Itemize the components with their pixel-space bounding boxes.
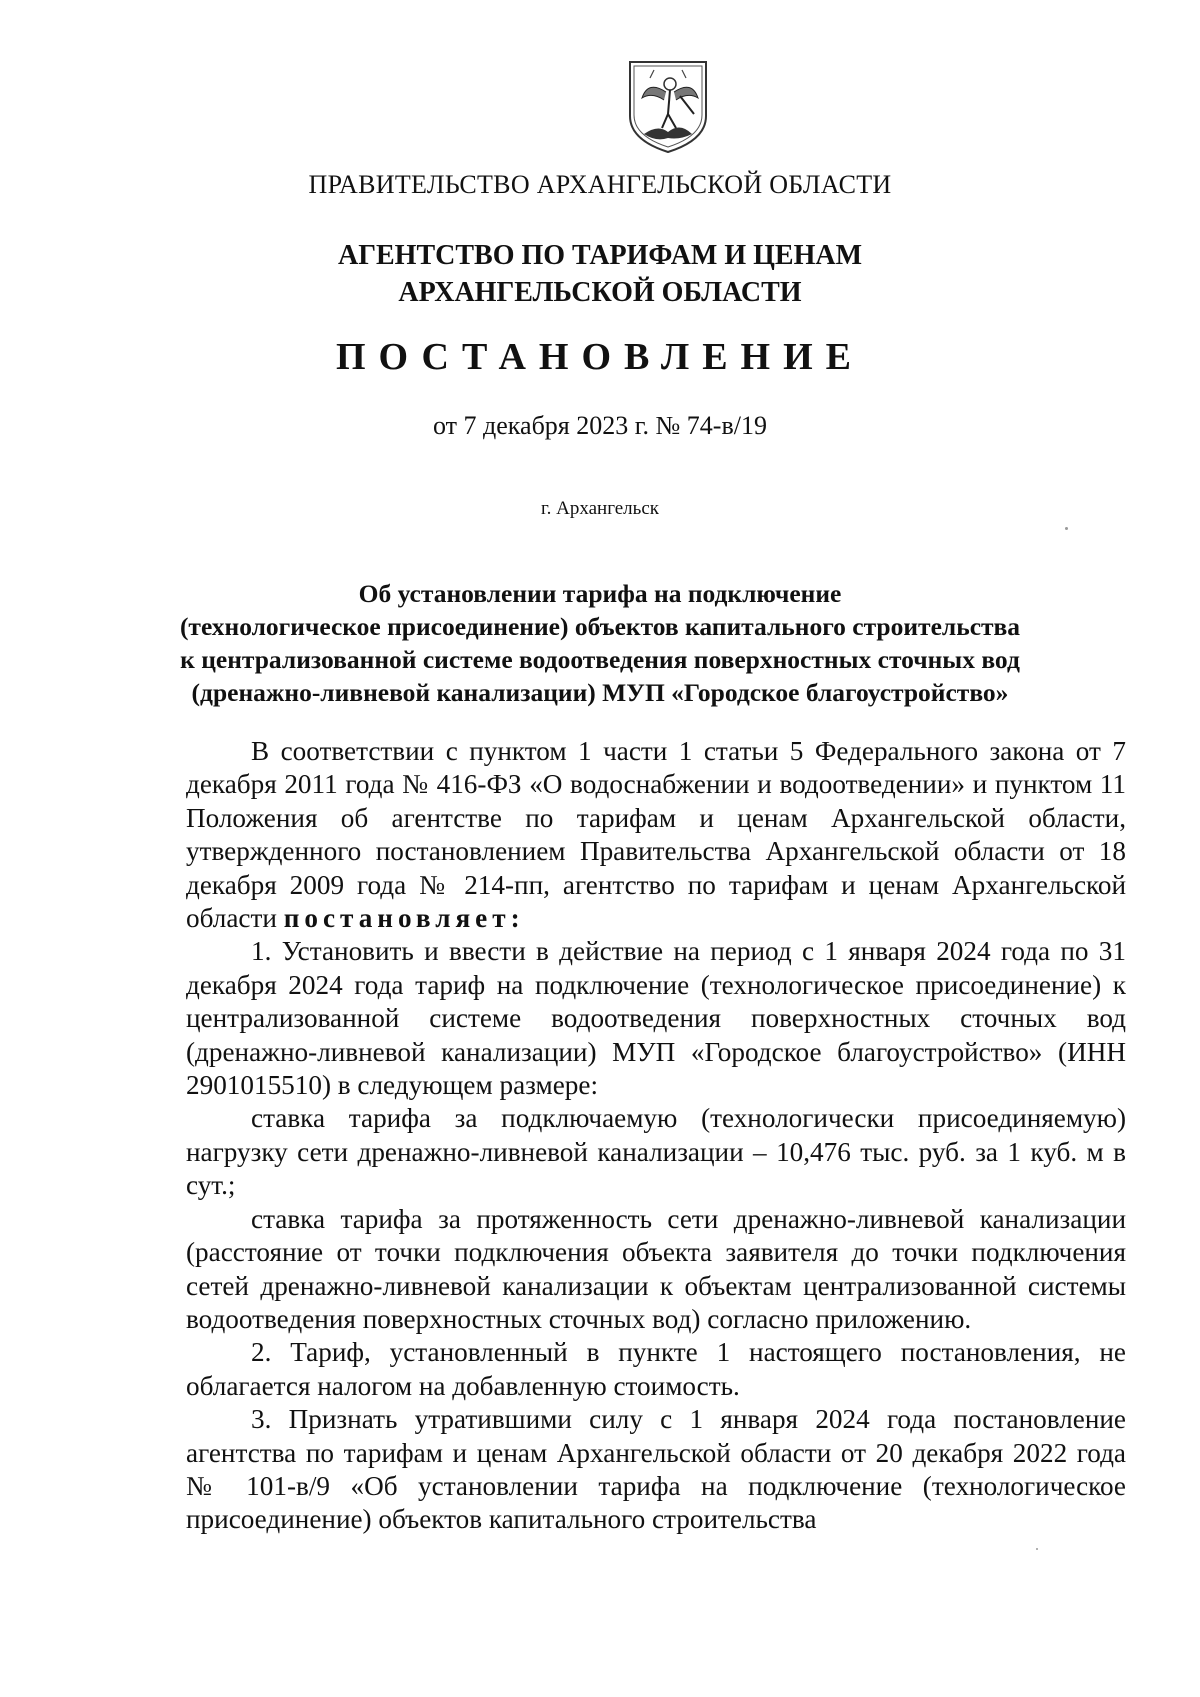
agency-name xyxy=(0,237,1200,311)
item-1-paragraph: 1. Установить и ввести в действие на период с 1 января 2024 года по 31 декабря 2024 года тариф на подключение (технологическое присоединение) к централизованной системе водоотведения поверхностных сточных вод (дренажно-ливневой канализации) МУП «Городское благоустройство» (ИНН 2901015510) в следующем размере: xyxy=(186,936,1126,1101)
resolves-word: постановляет: xyxy=(283,903,525,934)
decree-title-line1: Об установлении тарифа на подключение xyxy=(358,579,842,608)
decree-body xyxy=(186,735,1126,1537)
scan-speck xyxy=(1065,527,1068,530)
decree-title xyxy=(0,577,1200,709)
decree-title-line2: (технологическое присоединение) объектов капитального строительства xyxy=(179,612,1021,641)
preamble-text: В соответствии с пунктом 1 части 1 статьи 5 Федерального закона от 7 декабря 2011 года № 416-ФЗ «О водоснабжении и водоотведении» и пунктом 11 Положения об агентстве по тарифам и ценам Архангельской области, утвержденного постановлением Правительства Архангельской области от 18 декабря 2009 года № 214-пп, агентство по тарифам и ценам Архангельской области xyxy=(186,736,1126,934)
scan-speck xyxy=(1036,1548,1038,1550)
agency-name-line1: АГЕНТСТВО ПО ТАРИФАМ И ЦЕНАМ xyxy=(337,240,863,271)
document-type: ПОСТАНОВЛЕНИЕ xyxy=(335,336,865,378)
government-name: ПРАВИТЕЛЬСТВО АРХАНГЕЛЬСКОЙ ОБЛАСТИ xyxy=(308,170,892,199)
decree-city: г. Архангельск xyxy=(540,498,659,519)
agency-name-line2: АРХАНГЕЛЬСКОЙ ОБЛАСТИ xyxy=(398,277,802,308)
item-3-paragraph: 3. Признать утратившими силу с 1 января 2024 года постановление агентства по тарифам и ценам Архангельской области от 20 декабря 2022 года № 101-в/9 «Об установлении тарифа на подключение (технологическое присоединение) объектов капитального строительства xyxy=(186,1404,1126,1535)
rate-1-paragraph: ставка тарифа за подключаемую (технологически присоединяемую) нагрузку сети дренажно-ливневой канализации – 10,476 тыс. руб. за 1 куб. м в сут.; xyxy=(186,1103,1126,1201)
rate-2-paragraph: ставка тарифа за протяженность сети дренажно-ливневой канализации (расстояние от точки подключения объекта заявителя до точки подключения сетей дренажно-ливневой канализации к объектам централизованной системы водоотведения поверхностных сточных вод) согласно приложению. xyxy=(186,1203,1126,1334)
coat-of-arms-emblem xyxy=(620,58,716,154)
item-2-paragraph: 2. Тариф, установленный в пункте 1 настоящего постановления, не облагается налогом на добавленную стоимость. xyxy=(186,1337,1126,1401)
decree-title-line3: к централизованной системе водоотведения поверхностных сточных вод xyxy=(180,645,1020,674)
preamble-paragraph xyxy=(186,735,1126,935)
decree-date-number: от 7 декабря 2023 г. № 74-в/19 xyxy=(433,411,767,440)
decree-title-line4: (дренажно-ливневой канализации) МУП «Городское благоустройство» xyxy=(191,678,1009,707)
